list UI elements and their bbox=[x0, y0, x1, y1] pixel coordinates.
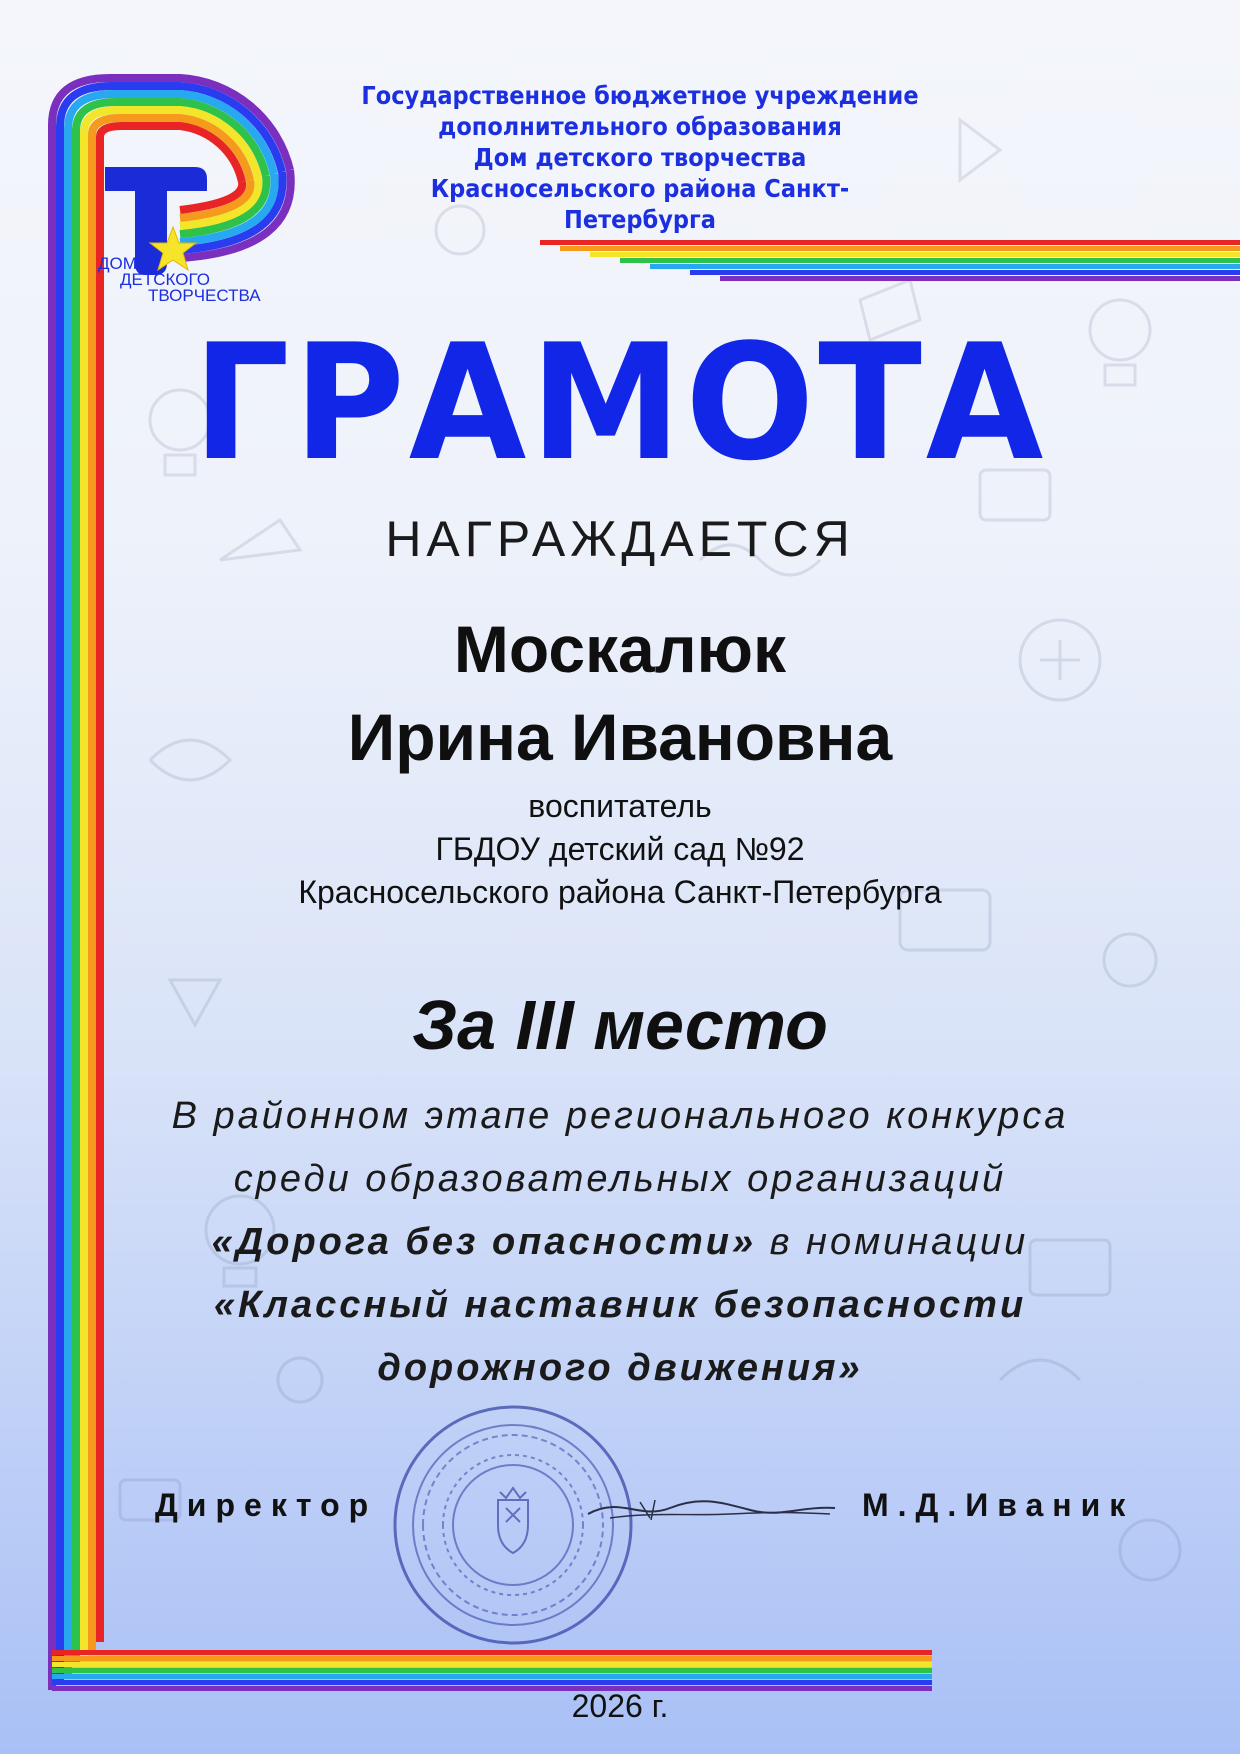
logo-caption-line: ДЕТСКОГО bbox=[120, 270, 210, 289]
logo-caption-line: ТВОРЧЕСТВА bbox=[148, 286, 261, 305]
contest-line bbox=[80, 1274, 1160, 1337]
director-signature bbox=[580, 1490, 840, 1530]
position-line: воспитатель bbox=[528, 788, 712, 824]
contest-description bbox=[80, 1085, 1160, 1400]
logo-caption-line: ДОМ bbox=[98, 254, 137, 273]
contest-line: среди образовательных организаций bbox=[233, 1158, 1007, 1200]
contest-line bbox=[80, 1211, 1160, 1274]
contest-line: В районном этапе регионального конкурса bbox=[171, 1095, 1069, 1137]
bottom-rainbow-stripes bbox=[52, 1650, 932, 1691]
director-name: М.Д.Иваник bbox=[862, 1487, 1135, 1523]
contest-line bbox=[80, 1337, 1160, 1400]
organization-line: Красносельского района Санкт-Петербурга bbox=[430, 174, 850, 234]
award-place: За III место bbox=[412, 986, 828, 1064]
organization-line: Государственное бюджетное учреждение bbox=[361, 81, 919, 110]
nomination-name-cont: дорожного движения» bbox=[377, 1347, 863, 1389]
director-role: Директор bbox=[155, 1487, 378, 1523]
recipient-given-names: Ирина Ивановна bbox=[347, 700, 893, 774]
position-line: ГБДОУ детский сад №92 bbox=[435, 831, 805, 867]
logo-caption bbox=[98, 256, 288, 304]
awarded-label: НАГРАЖДАЕТСЯ bbox=[385, 511, 855, 567]
certificate-title: ГРАМОТА bbox=[192, 309, 1048, 496]
organization-line: дополнительного образования bbox=[438, 112, 842, 141]
organization-line: Дом детского творчества bbox=[473, 143, 807, 172]
contest-nomination-label: в номинации bbox=[756, 1221, 1029, 1263]
header-rainbow-stripes bbox=[540, 240, 1240, 281]
certificate-year: 2026 г. bbox=[571, 1688, 669, 1724]
seal-crest bbox=[498, 1488, 528, 1553]
contest-name: «Дорога без опасности» bbox=[211, 1221, 757, 1263]
organization-header bbox=[361, 80, 919, 235]
recipient-position bbox=[0, 785, 1240, 914]
nomination-name: «Классный наставник безопасности bbox=[213, 1284, 1027, 1326]
recipient-name bbox=[0, 605, 1240, 781]
position-line: Красносельского района Санкт-Петербурга bbox=[298, 874, 942, 910]
recipient-surname: Москалюк bbox=[453, 612, 787, 686]
